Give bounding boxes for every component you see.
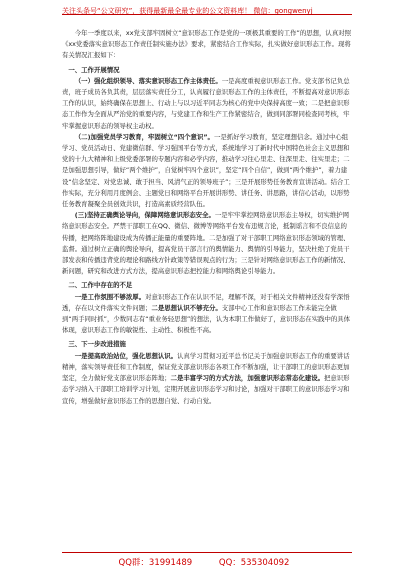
intro-paragraph: 今年一季度以来，xx党支部牢固树立“意识形态工作是党的一项极其重要的工作”的思想，认真对照《xx党委落实意识形态工作责任制实施办法》要求，紧密结合工作实际，扎实做好意识形态工作。现将有关情况汇报如下： bbox=[62, 29, 351, 60]
lead-text: (三)坚持正确舆论导向，保障网络意识形态安全。 bbox=[74, 211, 215, 220]
header-rule bbox=[62, 14, 352, 15]
body-text: 把意识形态学习纳入干部职工培训学习计划，定期开展意识形态学习和讨论，加强对干部职工的意识形态学习和宣传，增强做好意识形态工作的思想自觉、行动自觉。 bbox=[62, 374, 350, 405]
lead-text: （二)加强党员学习教育，牢固树立“四个意识”。 bbox=[74, 132, 214, 141]
footer-rule bbox=[62, 552, 352, 553]
footer-qq: QQ：535304092 bbox=[218, 558, 290, 568]
body-text: 一是抓好学习教育，坚定理想信念。通过中心组学习、党员活动日、党建微信群、学习强国平台等方式，系统地学习了新时代中国特色社会主义思想和党的十九大精神和上级党委部署的专题内容和必学内容，推动学习往心里走、往深里走、往实里走；二是加强思想引导，做好“两个维护”，自觉树牢四个意识”，坚定“四个自信”，做到“两个维护”，着力建设“信念坚定、对党忠诚、敢于担当、风清气正的领导班子”；三是开展形势任务教育宣讲活动。结合工作实际，充分利用月度例会、主题党日和网络平台开展讲形势、讲任务、讲思路，讲信心活动，以形势任务教育凝聚全员创效共识，打造高素质经营队伍。 bbox=[62, 132, 350, 209]
body-text: 一是高度重视意识形态工作。党支部书记负总责，班子成员各负其责，层层落实责任分工，认真履行意识形态工作的主体责任，不断提高对意识形态工作的认识，始终确保在思想上、行动上与以习近平同志为核心的党中央保持高度一致；二是把意识形态工作作为全面从严治党的重要内容，与党建工作和生产工作紧密结合，做到同部署同检查同考核，牢牢掌握意识形态的领导权主动权。 bbox=[62, 76, 350, 130]
footer-qq-group: QQ群：31991489 bbox=[118, 558, 193, 568]
section-1-paragraph-3 bbox=[62, 210, 352, 277]
section-3-title: 三、下一步改进措施 bbox=[68, 340, 126, 349]
body-text: 认真学习贯彻习近平总书记关于加强意识形态工作的重要讲话精神，落实领导责任和工作制度，保证党支部意识形态各项工作不断加强，让干部职工的意识形态更加坚定，全力做好党支部意识形态阵地； bbox=[62, 351, 350, 383]
lead-text: （一）强化组织领导、落实意识形态工作主体责任。 bbox=[74, 76, 222, 85]
banner-text: 关注头条号“公文研究”，获得最新最全最专业的公文资料库！ 微信：gongwenyj bbox=[62, 7, 313, 15]
footer bbox=[0, 556, 408, 568]
lead-text: 二是丰富学习的方式方法，加强意识形态常态化建设。 bbox=[170, 374, 325, 383]
lead-text: 一是提高政治站位，强化思想认识。 bbox=[74, 351, 178, 360]
section-1-title: 一、工作开展情况 bbox=[68, 65, 120, 74]
header-banner bbox=[0, 4, 408, 22]
body-text: 一是牢牢掌控网络意识形态主导权，切实维护网络意识形态安全。严禁干部职工在QQ、微信、微博等网络平台发布违规言论，抵制谣言和不良信息的传播，把网络阵地建设成为传播正能量的重要阵地。二是加强了对干部职工网络意识形态领域的管理、监督。通过树立正确的舆论导向，提高党员干部言行的舆情能力、舆情的引导能力，坚决杜绝了党员干部发表和传播违背党的理论和路线方针政策等错误观点的行为；三是针对网络意识形态工作的新情况、新问题，研究和改进方式方法，提高意识形态把控能力和网络舆论引导能力。 bbox=[62, 211, 350, 276]
body-text: 对意识形态工作在认识不足，理解不深，对于相关文件精神还没有学深悟透，存在以文件落实文件问题； bbox=[62, 292, 350, 312]
section-1-paragraph-2 bbox=[62, 132, 352, 210]
lead-text: 一是工作氛围不够浓厚。 bbox=[74, 292, 146, 301]
document-body bbox=[62, 28, 352, 407]
body-text: 支部中心工作和意识形态工作未能完全做到“两手同时抓”，少数同志有“重业务轻思想”的想法，认为本职工作做好了，意识形态在实践中的具体体现，意识形态工作的敏锐性、主动性、积极性不高。 bbox=[62, 303, 351, 335]
section-1-paragraph-1 bbox=[62, 76, 352, 132]
section-2-paragraph-1 bbox=[62, 292, 352, 337]
lead-text: 二是思想认识不够充分。 bbox=[151, 303, 222, 312]
section-3-paragraph-1 bbox=[62, 351, 352, 407]
section-2-title: 二、工作中存在的不足 bbox=[68, 281, 133, 290]
